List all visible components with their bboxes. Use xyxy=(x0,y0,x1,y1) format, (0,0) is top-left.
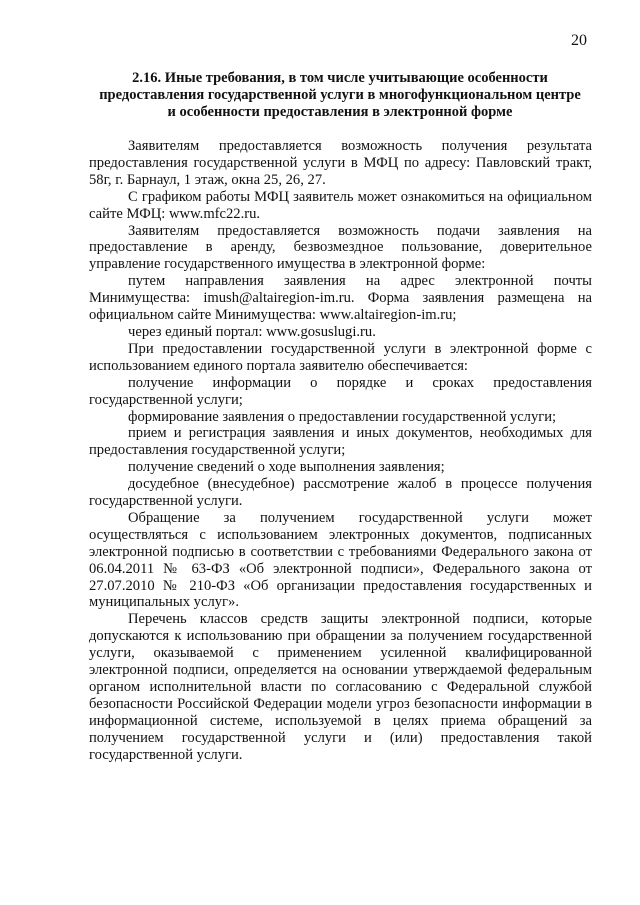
section-heading xyxy=(60,70,620,121)
paragraph-mfc-result: Заявителям предоставляется возможность получения результата предоставления государственной услуги в МФЦ по адресу: Павловский тракт, 58г, г. Барнаул, 1 этаж, окна 25, 26, 27. xyxy=(89,138,592,188)
list-item-form-creation: формирование заявления о предоставлении государственной услуги; xyxy=(128,408,557,425)
paragraph-mfc-schedule: С графиком работы МФЦ заявитель может ознакомиться на официальном сайте МФЦ: www.mfc22.ru. xyxy=(89,188,592,222)
heading-line-1: 2.16. Иные требования, в том числе учитывающие особенности xyxy=(132,70,548,86)
heading-line-2: предоставления государственной услуги в многофункциональном центре xyxy=(99,87,581,103)
paragraph-portal-provisions: При предоставлении государственной услуги в электронной форме с использованием единого портала заявителю обеспечивается: xyxy=(89,340,592,374)
body-text xyxy=(89,138,592,764)
list-item-information: получение информации о порядке и сроках предоставления государственной услуги; xyxy=(89,374,592,408)
page-number: 20 xyxy=(571,32,587,49)
list-item-registration: прием и регистрация заявления и иных документов, необходимых для предоставления государственной услуги; xyxy=(89,425,592,459)
paragraph-portal-submission: через единый портал: www.gosuslugi.ru. xyxy=(128,323,376,340)
list-item-appeal: досудебное (внесудебное) рассмотрение жалоб в процессе получения государственной услуги. xyxy=(89,476,592,510)
list-item-status: получение сведений о ходе выполнения заявления; xyxy=(128,459,445,476)
paragraph-signature-protection: Перечень классов средств защиты электронной подписи, которые допускаются к использованию при обращении за получением государственной услуги, оказываемой с применением усиленной квалифицированной электронной подписи, определяется на основании утверждаемой федеральным органом исполнительной власти по согласованию с Федеральной службой безопасности Российской Федерации модели угроз безопасности информации в информационной системе, используемой в целях приема обращений за получением государственной услуги и (или) предоставления такой государственной услуги. xyxy=(89,611,592,763)
paragraph-electronic-documents: Обращение за получением государственной услуги может осуществляться с использованием электронных документов, подписанных электронной подписью в соответствии с требованиями Федерального закона от 06.04.2011 № 63-ФЗ «Об электронной подписи», Федерального закона от 27.07.2010 № 210-ФЗ «Об организации предоставления государственных и муниципальных услуг». xyxy=(89,509,592,611)
paragraph-email-submission: путем направления заявления на адрес электронной почты Минимущества: imush@altairegion-im.ru. Форма заявления размещена на официальном сайте Минимущества: www.altairegion-im.ru; xyxy=(89,273,592,324)
heading-line-3: и особенности предоставления в электронной форме xyxy=(167,104,513,120)
paragraph-electronic-application: Заявителям предоставляется возможность подачи заявления на предоставление в аренду, безвозмездное пользование, доверительное управление государственного имущества в электронной форме: xyxy=(89,222,592,273)
